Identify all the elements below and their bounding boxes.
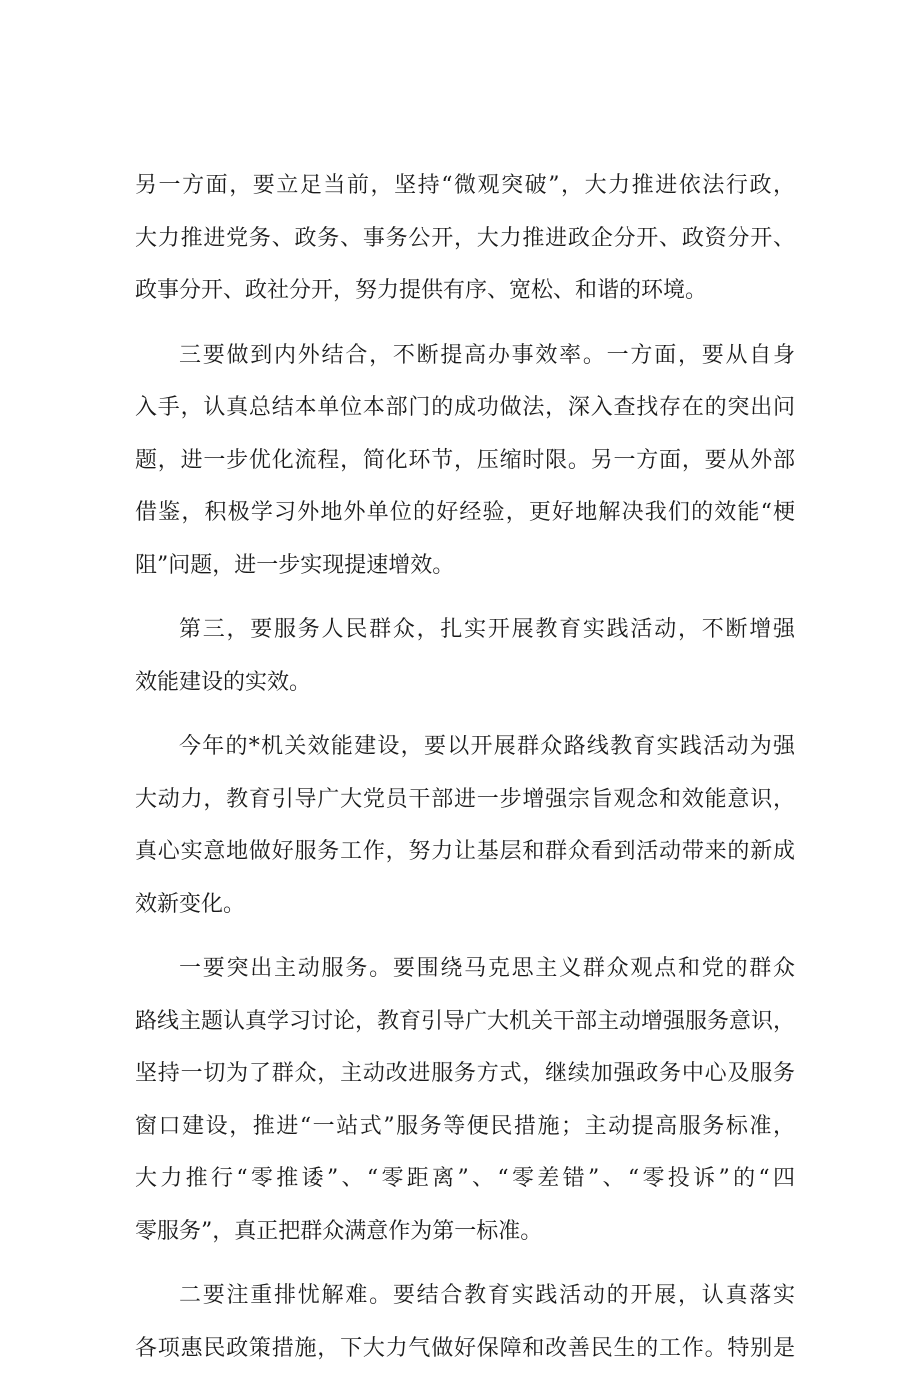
document-body <box>135 160 795 1375</box>
text-line: 各项惠民政策措施，下大力气做好保障和改善民生的工作。特别是 <box>135 1323 795 1375</box>
text-line: 零服务”，真正把群众满意作为第一标准。 <box>135 1206 795 1259</box>
text-line: 效新变化。 <box>135 879 795 932</box>
text-line: 一要突出主动服务。要围绕马克思主义群众观点和党的群众 <box>135 943 795 996</box>
text-line: 效能建设的实效。 <box>135 657 795 710</box>
paragraph-gap <box>135 318 795 330</box>
text-line: 窗口建设，推进“一站式”服务等便民措施；主动提高服务标准， <box>135 1101 795 1154</box>
text-line: 入手，认真总结本单位本部门的成功做法，深入查找存在的突出问 <box>135 382 795 435</box>
text-line: 二要注重排忧解难。要结合教育实践活动的开展，认真落实 <box>135 1270 795 1323</box>
paragraph <box>135 160 795 318</box>
text-line: 坚持一切为了群众，主动改进服务方式，继续加强政务中心及服务 <box>135 1048 795 1101</box>
text-line: 政事分开、政社分开，努力提供有序、宽松、和谐的环境。 <box>135 265 795 318</box>
paragraph-gap <box>135 1258 795 1270</box>
text-line: 真心实意地做好服务工作，努力让基层和群众看到活动带来的新成 <box>135 826 795 879</box>
text-line: 路线主题认真学习讨论，教育引导广大机关干部主动增强服务意识， <box>135 996 795 1049</box>
paragraph <box>135 1270 795 1375</box>
paragraph-gap <box>135 592 795 604</box>
text-line: 另一方面，要立足当前，坚持“微观突破”，大力推进依法行政， <box>135 160 795 213</box>
paragraph-gap <box>135 931 795 943</box>
paragraph <box>135 330 795 593</box>
text-line: 阻”问题，进一步实现提速增效。 <box>135 540 795 593</box>
text-line: 题，进一步优化流程，简化环节，压缩时限。另一方面，要从外部 <box>135 435 795 488</box>
text-line: 大力推行“零推诿”、“零距离”、“零差错”、“零投诉”的“四 <box>135 1153 795 1206</box>
paragraph <box>135 721 795 931</box>
text-line: 今年的*机关效能建设，要以开展群众路线教育实践活动为强 <box>135 721 795 774</box>
paragraph <box>135 604 795 709</box>
text-line: 大力推进党务、政务、事务公开，大力推进政企分开、政资分开、 <box>135 213 795 266</box>
paragraph-gap <box>135 709 795 721</box>
text-line: 借鉴，积极学习外地外单位的好经验，更好地解决我们的效能“梗 <box>135 487 795 540</box>
paragraph <box>135 943 795 1258</box>
text-line: 三要做到内外结合，不断提高办事效率。一方面，要从自身 <box>135 330 795 383</box>
text-line: 大动力，教育引导广大党员干部进一步增强宗旨观念和效能意识， <box>135 774 795 827</box>
text-line: 第三，要服务人民群众，扎实开展教育实践活动，不断增强 <box>135 604 795 657</box>
